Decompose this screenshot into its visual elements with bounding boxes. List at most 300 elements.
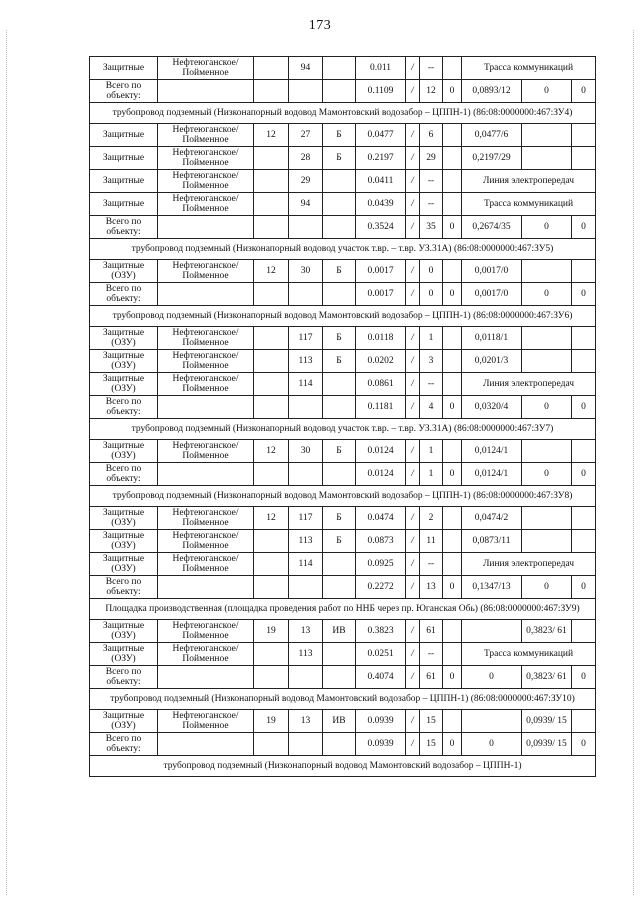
table-row [90, 463, 596, 486]
slash-cell: / [406, 710, 420, 733]
table-row [90, 733, 596, 756]
stock-cell: 0,2197/29 [462, 147, 522, 170]
object-title-row [90, 306, 596, 327]
protection-category: Защитные (ОЗУ) [90, 327, 158, 350]
description-cell: Трасса коммуникаций [462, 57, 596, 80]
slash-cell: / [406, 530, 420, 553]
area-cell: 0.4074 [356, 666, 406, 689]
protection-category: Защитные (ОЗУ) [90, 440, 158, 463]
section-cell: 28 [289, 147, 323, 170]
protection-category: Всего по объекту: [90, 216, 158, 239]
section-cell: 30 [289, 440, 323, 463]
area-cell: 0.3524 [356, 216, 406, 239]
type-cell: Б [323, 260, 356, 283]
stock-cell: 0,0201/3 [462, 350, 522, 373]
description-cell: Линия электропередач [462, 170, 596, 193]
quarter-cell [254, 216, 289, 239]
quarter-cell [254, 530, 289, 553]
extra-cell [443, 260, 462, 283]
stock-cell: 0,0477/6 [462, 124, 522, 147]
stock-cell: 0,0124/1 [462, 440, 522, 463]
object-title: трубопровод подземный (Низконапорный водовод Мамонтовский водозабор – ЦППН-1) (86:08:0000000:467:ЗУ6) [90, 306, 596, 327]
stock-alt-cell: 0 [522, 463, 572, 486]
area-cell: 0.0124 [356, 463, 406, 486]
table-row [90, 373, 596, 396]
stock-alt-cell: 0 [522, 80, 572, 103]
slash-cell: / [406, 643, 420, 666]
table-row [90, 216, 596, 239]
extra-cell: 0 [443, 283, 462, 306]
forestry-district: Нефтеюганское/ Пойменное [158, 57, 254, 80]
quarter-cell [254, 396, 289, 419]
table-row [90, 507, 596, 530]
last-cell [572, 147, 596, 170]
area-cell: 0.0439 [356, 193, 406, 216]
forestry-district: Нефтеюганское/ Пойменное [158, 530, 254, 553]
section-cell [289, 666, 323, 689]
object-title: трубопровод подземный (Низконапорный водовод Мамонтовский водозабор – ЦППН-1) [90, 756, 596, 777]
slash-cell: / [406, 327, 420, 350]
forest-plot-table [89, 56, 596, 777]
stock-cell: 0 [462, 666, 522, 689]
area-cell: 0.0411 [356, 170, 406, 193]
section-cell: 94 [289, 57, 323, 80]
object-title: трубопровод подземный (Низконапорный водовод Мамонтовский водозабор – ЦППН-1) (86:08:0000000:467:ЗУ8) [90, 486, 596, 507]
forestry-district: Нефтеюганское/ Пойменное [158, 440, 254, 463]
object-title-row [90, 239, 596, 260]
section-cell: 29 [289, 170, 323, 193]
volume-cell: 15 [420, 710, 443, 733]
extra-cell: 0 [443, 463, 462, 486]
forestry-district [158, 80, 254, 103]
extra-cell [443, 327, 462, 350]
protection-category: Всего по объекту: [90, 463, 158, 486]
section-cell: 27 [289, 124, 323, 147]
stock-cell: 0,0893/12 [462, 80, 522, 103]
forestry-district [158, 666, 254, 689]
type-cell [323, 733, 356, 756]
volume-cell: 1 [420, 463, 443, 486]
extra-cell [443, 440, 462, 463]
type-cell [323, 283, 356, 306]
table-row [90, 576, 596, 599]
section-cell [289, 283, 323, 306]
object-title: трубопровод подземный (Низконапорный водовод участок т.вр. – т.вр. УЗ.31А) (86:08:0000000:467:ЗУ7) [90, 419, 596, 440]
forestry-district [158, 216, 254, 239]
section-cell: 117 [289, 507, 323, 530]
quarter-cell [254, 147, 289, 170]
stock-alt-cell: 0,3823/ 61 [522, 620, 572, 643]
forestry-district: Нефтеюганское/ Пойменное [158, 620, 254, 643]
volume-cell: 6 [420, 124, 443, 147]
last-cell: 0 [572, 216, 596, 239]
stock-cell: 0,0873/11 [462, 530, 522, 553]
object-title: трубопровод подземный (Низконапорный водовод Мамонтовский водозабор – ЦППН-1) (86:08:0000000:467:ЗУ10) [90, 689, 596, 710]
stock-alt-cell: 0,0939/ 15 [522, 710, 572, 733]
forestry-district: Нефтеюганское/ Пойменное [158, 350, 254, 373]
object-title-row [90, 103, 596, 124]
slash-cell: / [406, 507, 420, 530]
page-number: 173 [308, 18, 332, 33]
type-cell: Б [323, 327, 356, 350]
protection-category: Всего по объекту: [90, 576, 158, 599]
protection-category: Защитные [90, 193, 158, 216]
type-cell: Б [323, 507, 356, 530]
slash-cell: / [406, 553, 420, 576]
slash-cell: / [406, 216, 420, 239]
type-cell: Б [323, 440, 356, 463]
volume-cell: 12 [420, 80, 443, 103]
protection-category: Защитные (ОЗУ) [90, 507, 158, 530]
forestry-district [158, 463, 254, 486]
section-cell [289, 216, 323, 239]
protection-category: Всего по объекту: [90, 733, 158, 756]
object-title-row [90, 689, 596, 710]
protection-category: Защитные (ОЗУ) [90, 620, 158, 643]
stock-alt-cell: 0,0939/ 15 [522, 733, 572, 756]
description-cell: Трасса коммуникаций [462, 193, 596, 216]
quarter-cell [254, 553, 289, 576]
extra-cell: 0 [443, 576, 462, 599]
section-cell: 113 [289, 350, 323, 373]
stock-alt-cell [522, 530, 572, 553]
stock-cell [462, 710, 522, 733]
stock-alt-cell: 0 [522, 283, 572, 306]
quarter-cell [254, 80, 289, 103]
type-cell: Б [323, 350, 356, 373]
last-cell [572, 710, 596, 733]
table-row [90, 396, 596, 419]
quarter-cell [254, 373, 289, 396]
area-cell: 0.3823 [356, 620, 406, 643]
object-title: трубопровод подземный (Низконапорный водовод Мамонтовский водозабор – ЦППН-1) (86:08:0000000:467:ЗУ4) [90, 103, 596, 124]
protection-category: Всего по объекту: [90, 666, 158, 689]
volume-cell: 13 [420, 576, 443, 599]
protection-category: Защитные (ОЗУ) [90, 373, 158, 396]
forestry-district: Нефтеюганское/ Пойменное [158, 260, 254, 283]
last-cell [572, 124, 596, 147]
stock-cell: 0,0474/2 [462, 507, 522, 530]
section-cell: 94 [289, 193, 323, 216]
forestry-district: Нефтеюганское/ Пойменное [158, 710, 254, 733]
stock-cell: 0,1347/13 [462, 576, 522, 599]
extra-cell [443, 124, 462, 147]
extra-cell [443, 147, 462, 170]
volume-cell: 1 [420, 440, 443, 463]
area-cell: 0.0124 [356, 440, 406, 463]
table-row [90, 260, 596, 283]
protection-category: Защитные [90, 147, 158, 170]
description-cell: Трасса коммуникаций [462, 643, 596, 666]
quarter-cell: 19 [254, 620, 289, 643]
stock-alt-cell [522, 147, 572, 170]
extra-cell: 0 [443, 80, 462, 103]
protection-category: Всего по объекту: [90, 80, 158, 103]
type-cell [323, 80, 356, 103]
forestry-district [158, 733, 254, 756]
last-cell: 0 [572, 733, 596, 756]
table-row [90, 620, 596, 643]
table-row [90, 440, 596, 463]
area-cell: 0.0861 [356, 373, 406, 396]
table-row [90, 170, 596, 193]
area-cell: 0.0118 [356, 327, 406, 350]
forestry-district: Нефтеюганское/ Пойменное [158, 124, 254, 147]
volume-cell: -- [420, 170, 443, 193]
slash-cell: / [406, 396, 420, 419]
table-row [90, 124, 596, 147]
slash-cell: / [406, 260, 420, 283]
volume-cell: 3 [420, 350, 443, 373]
forestry-district: Нефтеюганское/ Пойменное [158, 507, 254, 530]
protection-category: Защитные [90, 124, 158, 147]
slash-cell: / [406, 440, 420, 463]
object-title-row [90, 599, 596, 620]
last-cell: 0 [572, 576, 596, 599]
slash-cell: / [406, 170, 420, 193]
object-title: трубопровод подземный (Низконапорный водовод участок т.вр. – т.вр. УЗ.31А) (86:08:0000000:467:ЗУ5) [90, 239, 596, 260]
extra-cell: 0 [443, 666, 462, 689]
forestry-district: Нефтеюганское/ Пойменное [158, 193, 254, 216]
quarter-cell [254, 576, 289, 599]
area-cell: 0.0017 [356, 283, 406, 306]
volume-cell: -- [420, 643, 443, 666]
stock-cell: 0,0017/0 [462, 283, 522, 306]
forestry-district: Нефтеюганское/ Пойменное [158, 327, 254, 350]
forestry-district [158, 396, 254, 419]
slash-cell: / [406, 620, 420, 643]
stock-alt-cell [522, 507, 572, 530]
slash-cell: / [406, 147, 420, 170]
volume-cell: 11 [420, 530, 443, 553]
stock-alt-cell: 0 [522, 396, 572, 419]
volume-cell: 1 [420, 327, 443, 350]
slash-cell: / [406, 576, 420, 599]
last-cell: 0 [572, 283, 596, 306]
section-cell: 113 [289, 530, 323, 553]
quarter-cell [254, 733, 289, 756]
area-cell: 0.0939 [356, 710, 406, 733]
slash-cell: / [406, 57, 420, 80]
section-cell: 13 [289, 620, 323, 643]
forestry-district: Нефтеюганское/ Пойменное [158, 553, 254, 576]
stock-cell: 0 [462, 733, 522, 756]
stock-alt-cell [522, 124, 572, 147]
extra-cell [443, 373, 462, 396]
volume-cell: -- [420, 193, 443, 216]
section-cell [289, 396, 323, 419]
table-row [90, 193, 596, 216]
extra-cell [443, 57, 462, 80]
area-cell: 0.0477 [356, 124, 406, 147]
extra-cell [443, 620, 462, 643]
forestry-district [158, 576, 254, 599]
table-row [90, 666, 596, 689]
area-cell: 0.2272 [356, 576, 406, 599]
volume-cell: 0 [420, 260, 443, 283]
area-cell: 0.0017 [356, 260, 406, 283]
area-cell: 0.0202 [356, 350, 406, 373]
volume-cell: 61 [420, 620, 443, 643]
section-cell [289, 463, 323, 486]
protection-category: Защитные (ОЗУ) [90, 553, 158, 576]
quarter-cell [254, 643, 289, 666]
forestry-district: Нефтеюганское/ Пойменное [158, 170, 254, 193]
volume-cell: -- [420, 57, 443, 80]
stock-cell [462, 620, 522, 643]
forestry-district: Нефтеюганское/ Пойменное [158, 643, 254, 666]
object-title-row [90, 756, 596, 777]
stock-alt-cell [522, 260, 572, 283]
stock-alt-cell [522, 350, 572, 373]
volume-cell: -- [420, 553, 443, 576]
section-cell [289, 80, 323, 103]
table-row [90, 530, 596, 553]
area-cell: 0.1181 [356, 396, 406, 419]
type-cell [323, 666, 356, 689]
protection-category: Защитные (ОЗУ) [90, 350, 158, 373]
extra-cell [443, 553, 462, 576]
area-cell: 0.0873 [356, 530, 406, 553]
type-cell [323, 57, 356, 80]
type-cell: Б [323, 530, 356, 553]
table-row [90, 710, 596, 733]
object-title-row [90, 486, 596, 507]
volume-cell: 0 [420, 283, 443, 306]
area-cell: 0.011 [356, 57, 406, 80]
extra-cell: 0 [443, 733, 462, 756]
scan-edge-left [6, 30, 7, 895]
slash-cell: / [406, 283, 420, 306]
volume-cell: 29 [420, 147, 443, 170]
table-row [90, 350, 596, 373]
stock-alt-cell: 0,3823/ 61 [522, 666, 572, 689]
area-cell: 0.0474 [356, 507, 406, 530]
type-cell [323, 553, 356, 576]
last-cell [572, 507, 596, 530]
table-row [90, 643, 596, 666]
type-cell: Б [323, 147, 356, 170]
slash-cell: / [406, 350, 420, 373]
extra-cell: 0 [443, 396, 462, 419]
extra-cell [443, 170, 462, 193]
table-row [90, 327, 596, 350]
table-row [90, 553, 596, 576]
section-cell: 114 [289, 553, 323, 576]
description-cell: Линия электропередач [462, 553, 596, 576]
extra-cell: 0 [443, 216, 462, 239]
extra-cell [443, 193, 462, 216]
slash-cell: / [406, 666, 420, 689]
slash-cell: / [406, 80, 420, 103]
extra-cell [443, 710, 462, 733]
protection-category: Защитные [90, 57, 158, 80]
type-cell: Б [323, 124, 356, 147]
area-cell: 0.0925 [356, 553, 406, 576]
slash-cell: / [406, 373, 420, 396]
stock-cell: 0,0118/1 [462, 327, 522, 350]
type-cell [323, 170, 356, 193]
type-cell: ИВ [323, 710, 356, 733]
extra-cell [443, 643, 462, 666]
type-cell: ИВ [323, 620, 356, 643]
section-cell: 113 [289, 643, 323, 666]
volume-cell: 2 [420, 507, 443, 530]
table-row [90, 80, 596, 103]
stock-alt-cell [522, 327, 572, 350]
quarter-cell: 12 [254, 507, 289, 530]
last-cell [572, 530, 596, 553]
forestry-district [158, 283, 254, 306]
quarter-cell: 19 [254, 710, 289, 733]
last-cell: 0 [572, 463, 596, 486]
extra-cell [443, 530, 462, 553]
type-cell [323, 373, 356, 396]
slash-cell: / [406, 733, 420, 756]
last-cell [572, 327, 596, 350]
stock-alt-cell: 0 [522, 216, 572, 239]
description-cell: Линия электропередач [462, 373, 596, 396]
forestry-district: Нефтеюганское/ Пойменное [158, 147, 254, 170]
protection-category: Всего по объекту: [90, 283, 158, 306]
volume-cell: 61 [420, 666, 443, 689]
protection-category: Защитные (ОЗУ) [90, 643, 158, 666]
volume-cell: -- [420, 373, 443, 396]
volume-cell: 35 [420, 216, 443, 239]
quarter-cell [254, 463, 289, 486]
table-row [90, 57, 596, 80]
last-cell: 0 [572, 80, 596, 103]
stock-alt-cell: 0 [522, 576, 572, 599]
stock-cell: 0,0124/1 [462, 463, 522, 486]
stock-cell: 0,0017/0 [462, 260, 522, 283]
quarter-cell [254, 193, 289, 216]
last-cell [572, 440, 596, 463]
last-cell: 0 [572, 396, 596, 419]
quarter-cell: 12 [254, 440, 289, 463]
quarter-cell [254, 350, 289, 373]
table-body [90, 57, 596, 777]
type-cell [323, 216, 356, 239]
table-row [90, 283, 596, 306]
protection-category: Защитные (ОЗУ) [90, 530, 158, 553]
quarter-cell: 12 [254, 124, 289, 147]
object-title: Площадка производственная (площадка проведения работ по ННБ через пр. Юганская Обь) (86:08:0000000:467:ЗУ9) [90, 599, 596, 620]
object-title-row [90, 419, 596, 440]
quarter-cell [254, 170, 289, 193]
type-cell [323, 463, 356, 486]
last-cell: 0 [572, 666, 596, 689]
forestry-district: Нефтеюганское/ Пойменное [158, 373, 254, 396]
volume-cell: 15 [420, 733, 443, 756]
stock-cell: 0,2674/35 [462, 216, 522, 239]
type-cell [323, 193, 356, 216]
protection-category: Всего по объекту: [90, 396, 158, 419]
section-cell: 30 [289, 260, 323, 283]
quarter-cell [254, 283, 289, 306]
stock-cell: 0,0320/4 [462, 396, 522, 419]
slash-cell: / [406, 193, 420, 216]
protection-category: Защитные (ОЗУ) [90, 260, 158, 283]
table-row [90, 147, 596, 170]
type-cell [323, 576, 356, 599]
extra-cell [443, 350, 462, 373]
quarter-cell [254, 57, 289, 80]
slash-cell: / [406, 463, 420, 486]
extra-cell [443, 507, 462, 530]
section-cell [289, 576, 323, 599]
quarter-cell [254, 666, 289, 689]
